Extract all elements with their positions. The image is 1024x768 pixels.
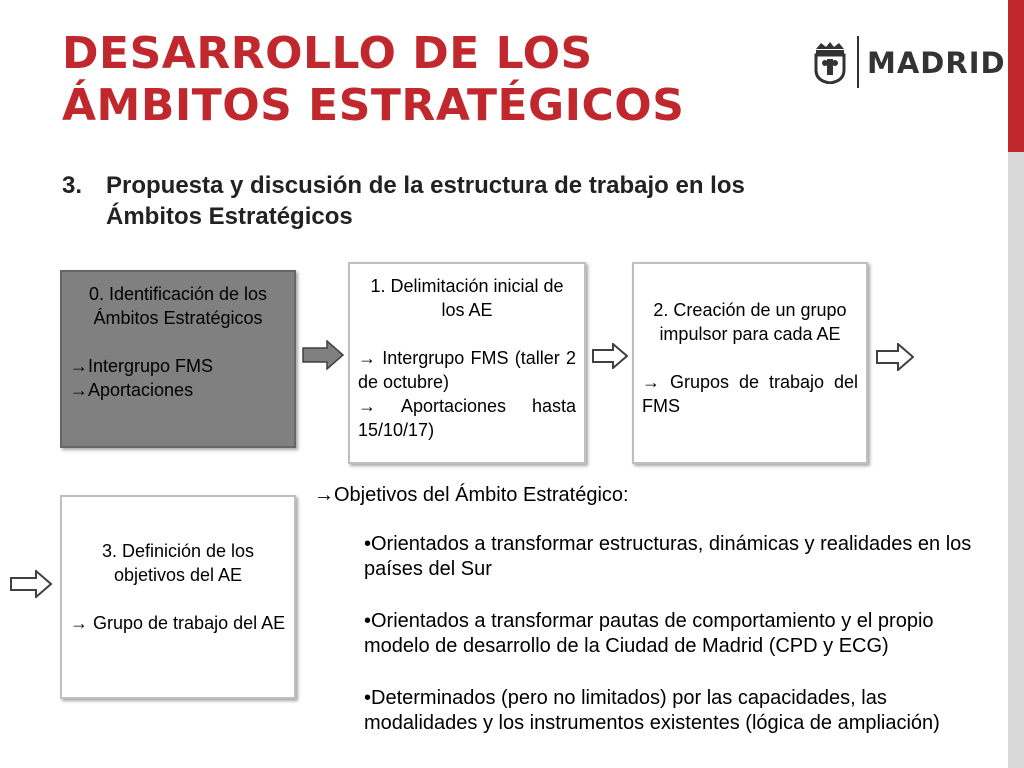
objectives-heading: →Objetivos del Ámbito Estratégico:: [314, 484, 629, 506]
step-box-1: [348, 262, 586, 464]
step-box-0-title: [70, 282, 286, 330]
step-box-3-title: [70, 539, 286, 587]
madrid-coat-of-arms-icon: [812, 40, 848, 84]
step-box-1-title: [358, 274, 576, 322]
objective-bullet: •Determinados (pero no limitados) por las capacidades, las modalidades y los instrumentos existentes (lógica de ampliación): [364, 687, 940, 734]
step-box-0-item: →Aportaciones: [70, 380, 194, 400]
slide-title: [62, 28, 684, 132]
slide-title-line2: ÁMBITOS ESTRATÉGICOS: [62, 80, 685, 131]
step-box-3: [60, 495, 296, 699]
slide-side-bar-accent: [1008, 0, 1024, 152]
right-arrow-icon: [592, 343, 628, 369]
logo-wordmark: MADRID: [867, 46, 1006, 80]
step-box-1-item: → Intergrupo FMS (taller 2 de octubre): [358, 348, 576, 392]
step-box-0-title-line1: 0. Identificación de los: [88, 284, 268, 304]
objective-bullet: •Orientados a transformar estructuras, dinámicas y realidades en los países del Sur: [364, 533, 972, 580]
step-box-3-item: → Grupo de trabajo del AE: [70, 613, 286, 633]
step-box-2-title-line2: impulsor para cada AE: [659, 324, 841, 344]
objective-bullet: •Orientados a transformar pautas de comportamiento y el propio modelo de desarrollo de la Ciudad de Madrid (CPD y ECG): [364, 610, 934, 657]
right-arrow-icon: [876, 343, 914, 371]
logo-separator: [857, 36, 859, 88]
point-text: [106, 170, 906, 232]
point-number: 3.: [62, 172, 83, 199]
objectives-list: [364, 532, 994, 763]
slide-side-bar: [1008, 0, 1024, 768]
step-box-1-title-line1: 1. Delimitación inicial de: [370, 276, 564, 296]
step-box-0: [60, 270, 296, 448]
step-box-0-item: →Intergrupo FMS: [70, 356, 214, 376]
step-box-0-title-line2: Ámbitos Estratégicos: [93, 308, 263, 328]
point-text-line1: Propuesta y discusión de la estructura de trabajo en los: [106, 172, 745, 199]
step-box-2-item: → Grupos de trabajo del FMS: [642, 372, 858, 416]
step-box-2-title-line1: 2. Creación de un grupo: [653, 300, 847, 320]
point-text-line2: Ámbitos Estratégicos: [106, 203, 353, 230]
step-box-2-title: [642, 298, 858, 346]
slide-title-line1: DESARROLLO DE LOS: [62, 28, 593, 79]
step-box-1-title-line2: los AE: [441, 300, 493, 320]
step-box-3-title-line1: 3. Definición de los: [101, 541, 255, 561]
madrid-logo: [812, 36, 1006, 90]
step-box-3-title-line2: objetivos del AE: [113, 565, 243, 585]
step-box-2: [632, 262, 868, 464]
right-arrow-icon: [302, 340, 344, 370]
right-arrow-icon: [10, 570, 52, 598]
step-box-1-item: → Aportaciones hasta 15/10/17): [358, 396, 576, 440]
